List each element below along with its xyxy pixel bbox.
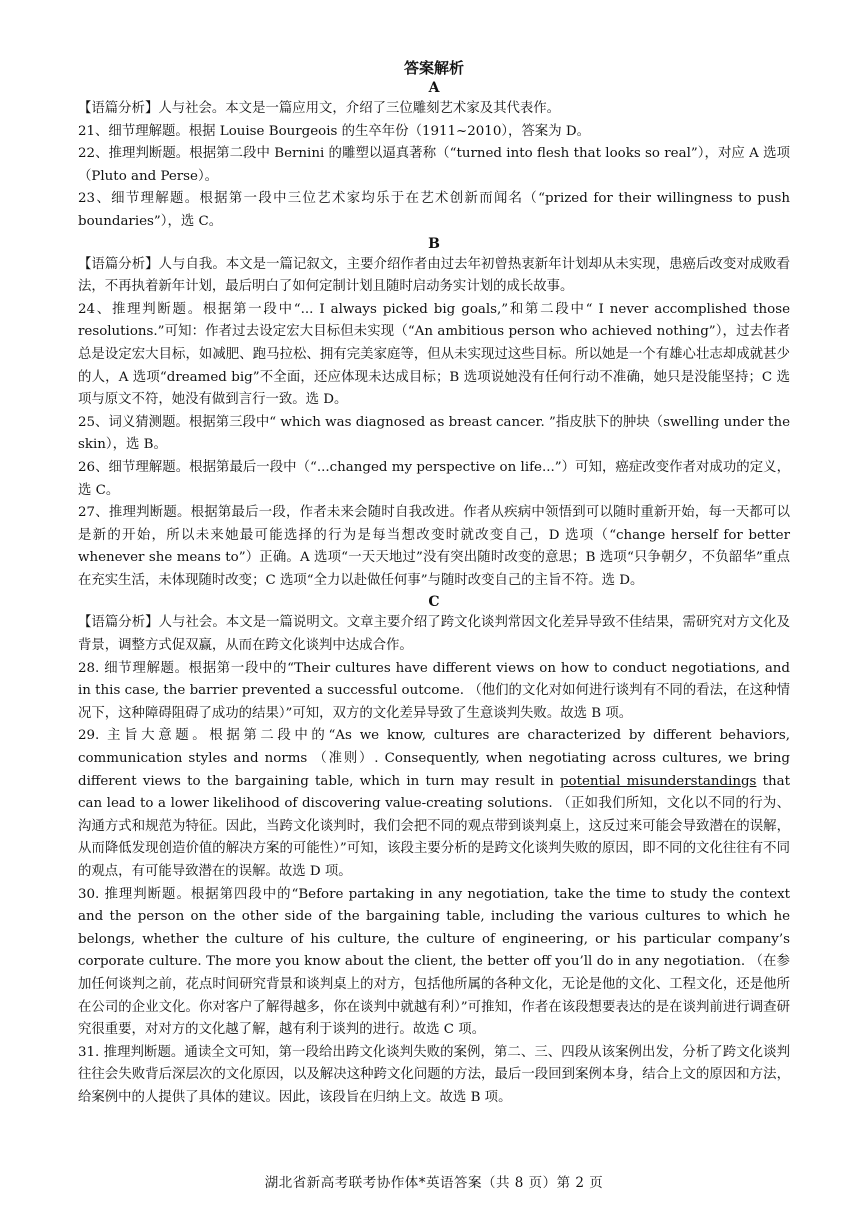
answer-28: 28. 细节理解题。根据第一段中的“Their cultures have different views on how to conduct negotiations, and in this case, the barrier prevented a successful outcome. （他们的文化对如何进行谈判有不同的看法，在这种情况下，这种障碍阻碍了成功的结果）”可知，双方的文化差异导致了生意谈判失败。故选 B 项。 [78, 660, 790, 721]
page-footer: 湖北省新高考联考协作体*英语答案（共 8 页）第 2 页 [264, 1175, 604, 1191]
answer-24: 24、推理判断题。根据第一段中“... I always picked big goals,”和第二段中“ I never accomplished those resolutions.”可知：作者过去设定宏大目标但未实现（“An ambitious person who achieved nothing”），过去作者总是设定宏大目标，如减肥、跑马拉松、拥有完美家庭等，但从未实现过这些目标。所以她是一个有雄心壮志却成就甚少的人，A 选项“dreamed big”不全面，还应体现未达成目标；B 选项说她没有任何行动不准确，她只是没能坚持；C 选项与原文不符，她没有做到言行一致。选 D。 [78, 301, 790, 408]
answer-25: 25、词义猜测题。根据第三段中“ which was diagnosed as breast cancer. ”指皮肤下的肿块（swelling under the skin），选 B。 [78, 414, 790, 453]
answer-document [78, 58, 790, 1110]
answer-21: 21、细节理解题。根据 Louise Bourgeois 的生卒年份（1911~2010），答案为 D。 [78, 123, 590, 139]
answer-26: 26、细节理解题。根据第最后一段中（“...changed my perspective on life...”）可知，癌症改变作者对成功的定义，选 C。 [78, 459, 790, 498]
answer-29 [78, 725, 790, 883]
answer-23: 23、细节理解题。根据第一段中三位艺术家均乐于在艺术创新而闻名（“prized for their willingness to push boundaries”），选 C。 [78, 191, 790, 229]
answer-30: 30. 推理判断题。根据第四段中的“Before partaking in any negotiation, take the time to study the context and the person on the other side of the bargaining table, including the various cultures to which he belongs, whether the culture of his culture, the culture of engineering, or his particular company’s corporate culture. The more you know about the client, the better off you’ll do in any negotiation. （在参加任何谈判之前，花点时间研究背景和谈判桌上的对方，包括他所属的各种文化，无论是他的文化、工程文化，还是他所在公司的企业文化。你对客户了解得越多，你在谈判中就越有利）”可推知，作者在该段想要表达的是在谈判前进行调查研究很重要，对对方的文化越了解，越有利于谈判的进行。故选 C 项。 [78, 886, 790, 1038]
answer-29-part1: 29. 主旨大意题。根据第二段中的“As we know, cultures are characterized by different behaviors, communication styles and norms （准则）. Consequently, when negotiating across cultures, we bring different views to the bargaining table, which in turn may result in [78, 728, 790, 789]
answer-27: 27、推理判断题。根据第最后一段，作者未来会随时自我改进。作者从疾病中领悟到可以随时重新开始，每一天都可以是新的开始，所以未来她最可能选择的行为是每当想改变时就改变自己，D 选项（“change herself for better whenever she means to”）正确。A 选项“一天天地过”没有突出随时改变的意思；B 选项“只争朝夕，不负韶华”重点在充实生活，未体现随时改变；C 选项“全力以赴做任何事”与随时改变自己的主旨不符。选 D。 [78, 505, 790, 588]
underlined-phrase: potential misunderstandings [559, 773, 757, 789]
section-a-analysis: 【语篇分析】人与社会。本文是一篇应用文，介绍了三位雕刻艺术家及其代表作。 [78, 101, 561, 116]
section-c-heading: C [428, 594, 440, 611]
section-b-heading: B [428, 235, 440, 252]
answer-22: 22、推理判断题。根据第二段中 Bernini 的雕塑以逼真著称（“turned into flesh that looks so real”），对应 A 选项（Pluto and Perse）。 [78, 146, 790, 184]
answer-31: 31. 推理判断题。通读全文可知，第一段给出跨文化谈判失败的案例，第二、三、四段从该案例出发，分析了跨文化谈判往往会失败背后深层次的文化原因，以及解决这种跨文化问题的方法，最后一段回到案例本身，结合上文的原因和方法，给案例中的人提供了具体的建议。因此，该段旨在归纳上文。故选 B 项。 [78, 1044, 790, 1105]
page-title: 答案解析 [403, 59, 464, 77]
section-b-analysis: 【语篇分析】人与自我。本文是一篇记叙文，主要介绍作者由过去年初曾热衷新年计划却从未实现，患癌后改变对成败看法，不再执着新年计划，最后明白了如何定制计划且随时启动务实计划的成长故事。 [78, 256, 790, 295]
answer-29-part2: that can lead to a lower likelihood of discovering value-creating solutions. （正如我们所知，文化以不同的行为、沟通方式和规范为特征。因此，当跨文化谈判时，我们会把不同的观点带到谈判桌上，这反过来可能会导致潜在的误解，从而降低发现创造价值的解决方案的可能性）”可知，该段主要分析的是跨文化谈判失败的原因，即不同的文化往往有不同的观点，有可能导致潜在的误解。故选 D 项。 [78, 773, 790, 879]
section-c-analysis: 【语篇分析】人与社会。本文是一篇说明文。文章主要介绍了跨文化谈判常因文化差异导致不佳结果，需研究对方文化及背景，调整方式促双赢，从而在跨文化谈判中达成合作。 [78, 615, 790, 654]
section-a-heading: A [428, 80, 440, 96]
